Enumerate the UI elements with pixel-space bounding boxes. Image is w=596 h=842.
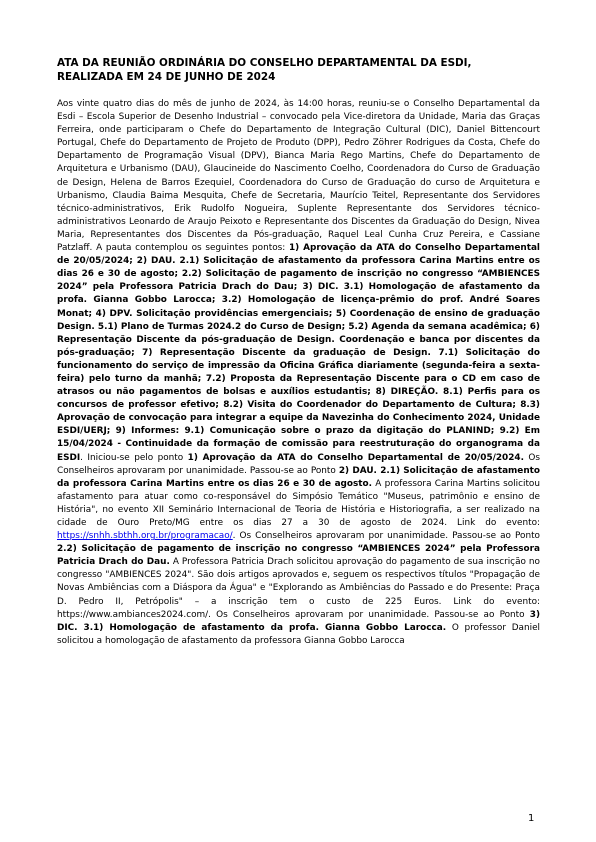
page-number: 1 <box>528 813 535 824</box>
agenda-bold-run: 3) DIC. 3.1) Homologação de afastamento da profa. Gianna Gobbo Larocca. <box>57 609 540 633</box>
text-run: Os Conselheiros aprovaram por unanimidade. Passou-se ao Ponto <box>57 452 541 476</box>
agenda-bold-run: 1) Aprovação da ATA do Conselho Departamental de 20/05/2024; 2) DAU. 2.1) Solicitação de afastamento da professora Carina Martins entre os dias 26 e 30 de agosto; 2.2) Solicitação de pagamento de inscrição no congresso “AMBIENCES 2024” pela Professora Patricia Drach do Dau; 3) DIC. 3.1) Homologação de afastamento da profa. Gianna Gobbo Larocca; 3.2) Homologação de licença-prêmio do prof. André Soares Monat; 4) DPV. Solicitação providências emergenciais; 5) Coordenação de ensino de graduação Design. 5.1) Plano de Turmas 2024.2 do Curso de Design; 5.2) Agenda da semana acadêmica; 6) Representação Discente da pós-graduação de Design. Coordenação e banca por discentes da pós-graduação; 7) Representação Discente da graduação de Design. 7.1) Solicitação do funcionamento do serviço de impressão da Oficina Gráfica diariamente (segunda-feira a sexta-feira) pelo turno da manhã; 7.2) Proposta da Representação Discente para o CD em caso de atrasos ou não pagamentos de bolsas e auxílios estudantis; 8) DIREÇÃO. 8.1) Perfis para os concursos de professor efetivo; 8.2) Visita do Coordenador do Departamento de Cultura; 8.3) Aprovação de convocação para integrar a equipe da Navezinha do Conhecimento 2024, Unidade ESDI/UERJ; 9) Informes: 9.1) Comunicação sobre o prazo da digitação do PLANIND; 9.2) Em 15/04/2024 - Continuidade da formação de comissão para reestruturação do organograma da ESDI <box>57 243 540 463</box>
text-run: Aos vinte quatro dias do mês de junho de 2024, às 14:00 horas, reuniu-se o Conselho Departamental da Esdi – Escola Superior de Desenho Industrial – convocado pela Vice-diretora da Unidade, Maria das Graças Ferreira, onde participaram o Chefe do Departamento de Integração Cultural (DIC), Daniel Bittencourt Portugal, Chefe do Departamento de Projeto de Produto (DPP), Pedro Zöhrer Rodrigues da Costa, Chefe do Departamento de Programação Visual (DPV), Bianca Maria Rego Martins, Chefe do Departamento de Arquitetura e Urbanismo (DAU), Glaucineide do Nascimento Coelho, Coordenadora do Curso de Graduação de Design, Helena de Barros Ezequiel, Coordenadora do Curso de Graduação do curso de Arquitetura e Urbanismo, Claudia Baima Mesquita, Chefe de Secretaria, Maurício Teitel, Representante dos Servidores técnico-administrativos, Erik Rudolfo Nogueira, Suplente Representante dos Servidores técnico-administrativos Leonardo de Araujo Peixoto e Representante dos Discentes da Graduação do Design, Nivea Maria, Representantes dos Discentes da Pós-graduação, Raquel Leal Cunha Cruz Pereira, e Cassiane Patzlaff. A pauta contemplou os seguintes pontos: <box>57 99 540 254</box>
text-run: A professora Carina Martins solicitou afastamento para atuar como co-responsável do Simpósio Temático "Museus, patrimônio e ensino de História", no evento XII Seminário Internacional de Teoria de História e Historiografia, a ser realizado na cidade de Ouro Preto/MG entre os dias 27 a 30 de agosto de 2024. Link do evento: <box>57 478 540 528</box>
agenda-bold-run: 2) DAU. 2.1) Solicitação de afastamento da professora Carina Martins entre os dias 26 e 30 de agosto. <box>57 465 540 489</box>
event-link[interactable]: https://snhh.sbthh.org.br/programacao/ <box>57 531 233 542</box>
text-run: A Professora Patricia Drach solicitou aprovação do pagamento de sua inscrição no congresso "AMBIENCES 2024". São dois artigos aprovados e, seguem os respectivos títulos "Propagação de Novas Ambiências com a Diáspora da Água" e "Explorando as Ambiências do Passado e do Presente: Praça D. Pedro II, Petrópolis" – a inscrição tem o custo de 225 Euros. Link do evento: https://www.ambiances2024.com/. Os Conselheiros aprovaram por unanimidade. Passou-se ao Ponto <box>57 557 540 620</box>
document-title: ATA DA REUNIÃO ORDINÁRIA DO CONSELHO DEPARTAMENTAL DA ESDI, REALIZADA EM 24 DE JUNHO DE 2024 <box>57 57 472 83</box>
text-run: O professor Daniel solicitou a homologação de afastamento da professora Gianna Gobbo Larocca <box>57 622 540 646</box>
text-run: . Iniciou-se pelo ponto <box>80 452 188 463</box>
text-run: . Os Conselheiros aprovaram por unanimidade. Passou-se ao Ponto <box>232 531 540 542</box>
agenda-bold-run: 1) Aprovação da ATA do Conselho Departamental de 20/05/2024. <box>187 452 524 463</box>
minutes-body <box>57 98 540 648</box>
agenda-bold-run: 2.2) Solicitação de pagamento de inscrição no congresso “AMBIENCES 2024” pela Professora Patricia Drach do Dau. <box>57 544 540 568</box>
